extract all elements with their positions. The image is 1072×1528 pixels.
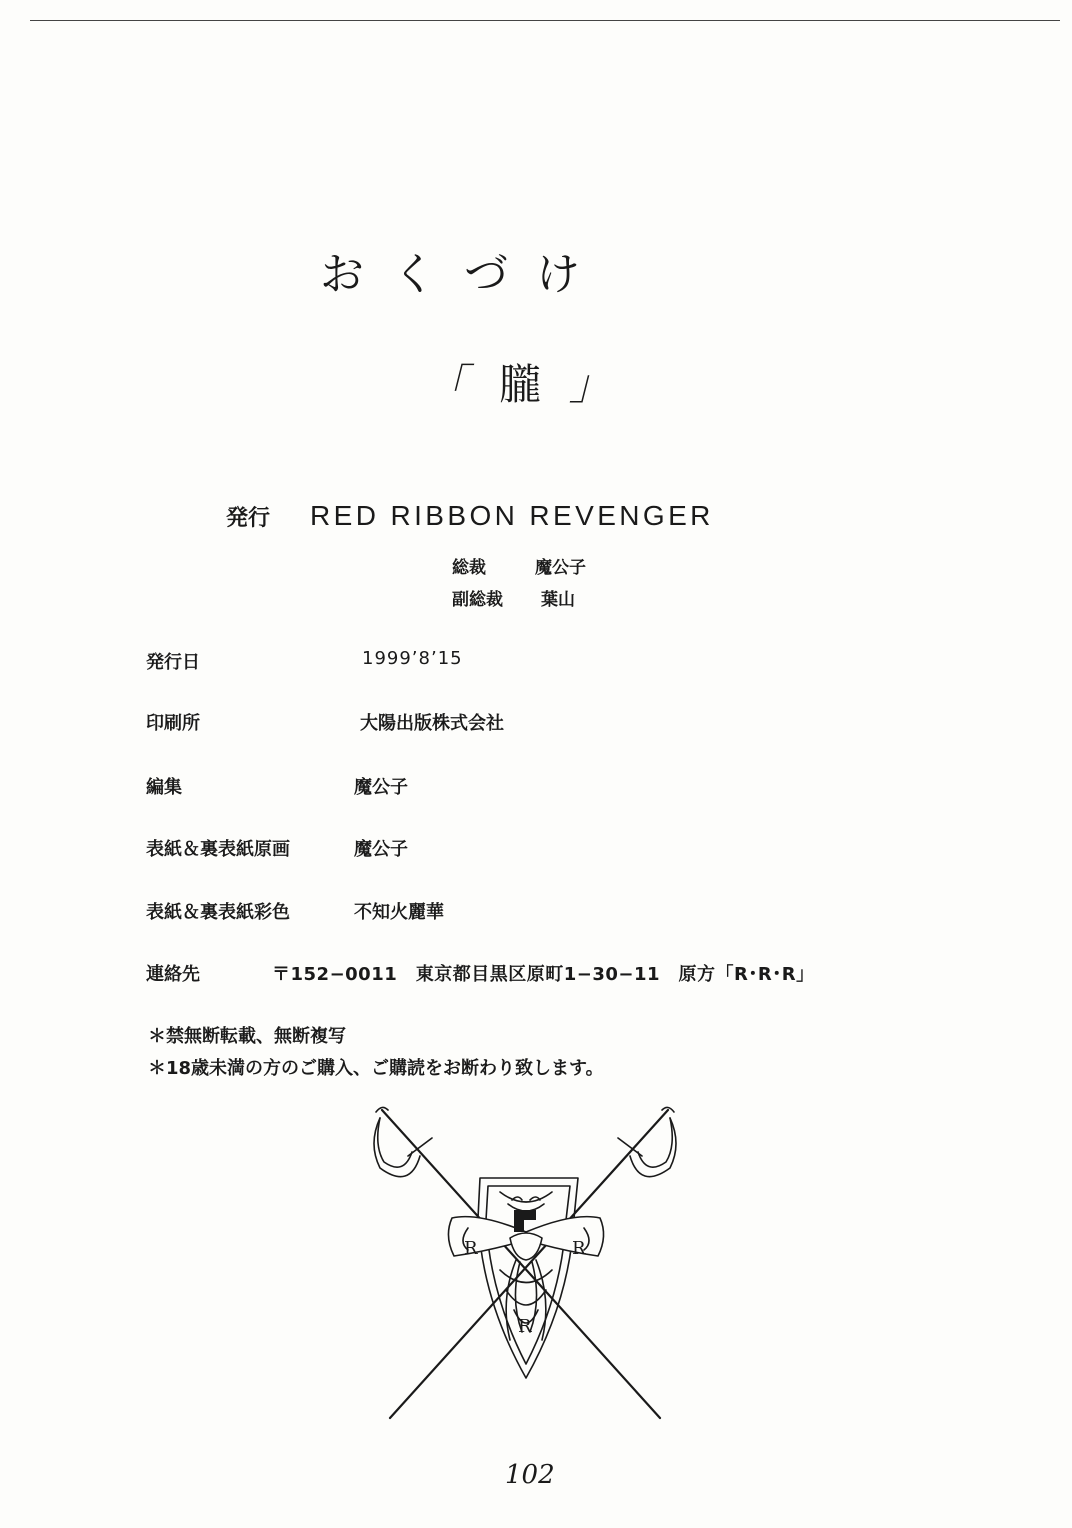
detail-label: 発行日 <box>146 652 200 673</box>
contact-label: 連絡先 <box>146 964 200 985</box>
book-title <box>425 352 611 412</box>
note-no-reproduction: ＊禁無断転載、無断複写 <box>148 1026 346 1047</box>
detail-row-editor <box>146 773 408 799</box>
contact-row <box>146 960 815 986</box>
detail-label: 表紙＆裏表紙彩色 <box>146 902 290 923</box>
emblem-letter-left: R <box>464 1238 478 1259</box>
detail-row-printer <box>146 709 504 735</box>
detail-label: 編集 <box>146 777 182 798</box>
book-title-open-bracket: 「 <box>425 360 468 409</box>
publisher-name: RED RIBBON REVENGER <box>310 500 714 531</box>
contact-address: 〒152−0011 東京都目黒区原町1−30−11 原方「R･R･R」 <box>272 964 815 985</box>
staff-role: 副総裁 <box>452 590 503 610</box>
emblem-letter-bottom: R <box>518 1316 532 1337</box>
detail-value: 大陽出版株式会社 <box>360 713 504 734</box>
staff-name: 葉山 <box>541 590 575 610</box>
detail-value: 不知火麗華 <box>354 902 444 923</box>
detail-row-cover-artist <box>146 835 408 861</box>
detail-value: 魔公子 <box>354 839 408 860</box>
detail-row-cover-colorist <box>146 898 444 924</box>
detail-label: 表紙＆裏表紙原画 <box>146 839 290 860</box>
book-title-name: 朧 <box>499 360 542 409</box>
detail-row-issue-date <box>146 648 463 674</box>
staff-name: 魔公子 <box>535 558 586 578</box>
detail-value: 魔公子 <box>354 777 408 798</box>
detail-label: 印刷所 <box>146 713 200 734</box>
book-title-close-bracket: 」 <box>569 360 612 409</box>
detail-value: 1999’8’15 <box>362 648 463 669</box>
page-title: おくづけ <box>320 249 608 300</box>
publisher-row <box>226 500 714 532</box>
staff-role: 総裁 <box>452 558 486 578</box>
crossed-sabres-shield-emblem-icon <box>360 1100 690 1430</box>
publisher-label: 発行 <box>226 506 271 531</box>
note-age-restriction: ＊18歳未満の方のご購入、ご購読をお断わり致します。 <box>148 1058 604 1079</box>
emblem-letter-right: R <box>572 1238 586 1259</box>
page-number: 102 <box>505 1460 555 1490</box>
top-rule <box>30 20 1060 21</box>
